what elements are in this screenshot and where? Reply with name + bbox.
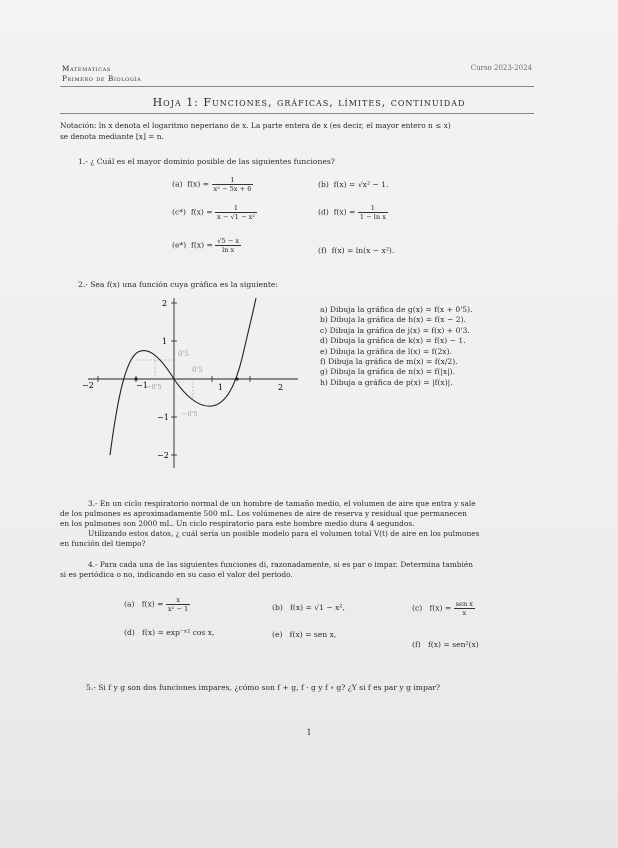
q1-d-label: (d): [318, 207, 329, 217]
handwritten-note-2: 0'5: [192, 366, 203, 374]
q1-f: [318, 246, 394, 255]
course-label: Curso 2023-2024: [470, 64, 532, 72]
header-left: [62, 64, 141, 84]
q4-b-expr: f(x) = √1 − x²,: [290, 603, 345, 612]
q2-item-a: a) Dibuja la gráfica de g(x) = f(x + 0'5).: [320, 305, 473, 314]
q1-d-fraction: [358, 204, 388, 221]
q2-item-h: h) Dibuja a gráfica de p(x) = |f(x)|.: [320, 377, 453, 387]
header-rule-bottom: [60, 113, 534, 114]
q4-c-den: x: [462, 609, 467, 617]
q1-e-den: ln x: [222, 246, 235, 254]
q3-line-3: en los pulmones son 2000 mL. Un ciclo respiratorio para este hombre medio dura 4 segundos.: [60, 519, 415, 528]
q4-f: [412, 640, 479, 649]
y-tick-label-1: 1: [162, 337, 168, 346]
q3-line-1: 3.- En un ciclo respiratorio normal de un hombre de tamaño medio, el volumen de aire que entra y sale: [88, 499, 476, 508]
page-title: Hoja 1: Funciones, gráficas, límites, continuidad: [152, 96, 466, 109]
q2-item-g: g) Dibuja la gráfica de n(x) = f(|x|).: [320, 367, 456, 377]
q4-f-label: (f): [412, 640, 421, 649]
q5-statement: 5.- Si f y g son dos funciones impares, ¿cómo son f + g, f · g y f ∘ g? ¿Y si f es par y g impar?: [86, 683, 441, 692]
notation-line-1: Notación: ln x denota el logaritmo neperiano de x. La parte entera de x (es decir, el mayor entero n ≤ x): [60, 121, 451, 130]
q1-b: [318, 180, 388, 189]
q1-c-lhs: f(x) =: [190, 207, 213, 217]
q3-line-2: de los pulmones es aproximadamente 500 mL. Los volúmenes de aire de reserva y residual que permanecen: [60, 509, 467, 518]
degree-label: Primero de Biología: [62, 74, 142, 83]
q1-c-den: x − √1 − x²: [217, 213, 255, 221]
q4-b: [272, 603, 345, 612]
q4-f-expr: f(x) = sen²(x): [428, 640, 479, 649]
q1-e-num: √5 − x: [217, 237, 240, 245]
notation-paragraph: [60, 121, 560, 142]
handwritten-note-4: −0'5: [182, 410, 198, 418]
x-tick-label-neg1: −1: [136, 381, 148, 390]
q2-item-c: c) Dibuja la gráfica de j(x) = f(x) + 0'3.: [320, 325, 470, 335]
q1-d: [318, 204, 388, 221]
q1-e-label: (e*): [172, 240, 187, 250]
q4-e: [272, 630, 336, 639]
q4-a: [124, 596, 190, 613]
q1-a-label: (a): [172, 179, 183, 189]
root-point-left: [134, 377, 137, 380]
q1-a-fraction: [212, 176, 254, 193]
q1-statement: 1.- ¿ Cuál es el mayor dominio posible de las siguientes funciones?: [78, 157, 335, 166]
q1-d-num: 1: [358, 204, 388, 213]
q1-a-lhs: f(x) =: [187, 179, 210, 189]
q4-d-label: (d): [124, 628, 135, 637]
root-point-right: [235, 377, 238, 380]
q4-a-lhs: f(x) =: [141, 599, 164, 609]
function-graph: [78, 290, 310, 480]
q2-items: [320, 305, 473, 388]
y-tick-label-neg1: −1: [157, 413, 169, 422]
q4-paragraph: [60, 560, 560, 580]
q4-a-den: x² − 1: [167, 605, 189, 613]
q1-f-expr: f(x) = ln(x − x²).: [331, 246, 395, 255]
q1-b-expr: f(x) = √x² − 1.: [333, 180, 389, 189]
q3-paragraph: [60, 499, 560, 549]
q4-c-fraction: [454, 600, 475, 617]
q2-item-e: e) Dibuja la gráfica de l(x) = f(2x).: [320, 346, 452, 356]
q4-c-num: sen x: [455, 600, 474, 608]
notation-line-2: se denota mediante [x] = n.: [60, 131, 164, 141]
q1-c: [172, 204, 257, 221]
q1-e-lhs: f(x) =: [191, 240, 213, 250]
q2-item-b: b) Dibuja la gráfica de h(x) = f(x − 2).: [320, 315, 466, 325]
q4-e-label: (e): [272, 630, 283, 639]
handwritten-note-1: 0'5: [178, 350, 189, 358]
q4-b-label: (b): [272, 603, 283, 612]
handwritten-note-3: −0'5: [146, 383, 162, 391]
function-curve: [110, 298, 256, 455]
q4-line-1: 4.- Para cada una de las siguientes funciones di, razonadamente, si es par o impar. Determina también: [88, 560, 474, 569]
q4-d: [124, 628, 214, 637]
x-tick-label-2: 2: [278, 383, 284, 392]
subject-label: Matemáticas: [62, 64, 111, 73]
y-tick-label-neg2: −2: [157, 451, 169, 460]
q1-c-label: (c*): [172, 207, 186, 217]
page-number: 1: [306, 728, 312, 737]
q1-c-fraction: [215, 204, 257, 221]
q3-line-4: Utilizando estos datos, ¿ cuál sería un posible modelo para el volumen total V(t) de aire en los pulmones: [88, 529, 480, 538]
q4-a-num: x: [166, 596, 190, 605]
q4-a-label: (a): [124, 599, 135, 609]
q2-item-f: f) Dibuja la gráfica de m(x) = f(x/2).: [320, 357, 458, 367]
x-tick-label-neg2: −2: [82, 381, 94, 390]
q1-a-den: x² − 5x + 6: [213, 185, 252, 193]
q4-c-label: (c): [412, 603, 423, 613]
q4-c: [412, 600, 475, 617]
q3-line-5: en función del tiempo?: [60, 539, 146, 548]
x-tick-label-1: 1: [218, 383, 224, 392]
header-rule-top: [60, 86, 534, 87]
q4-c-lhs: f(x) =: [429, 603, 452, 613]
q4-a-fraction: [166, 596, 190, 613]
q4-d-expr: f(x) = exp⁻ˣ² cos x,: [142, 628, 215, 637]
q1-e: [172, 237, 241, 254]
q1-b-label: (b): [318, 180, 329, 189]
q1-a: [172, 176, 253, 193]
q1-a-num: 1: [212, 176, 254, 185]
q1-c-num: 1: [215, 204, 257, 213]
q4-e-expr: f(x) = sen x,: [289, 630, 337, 639]
q4-line-2: si es periódica o no, indicando en su caso el valor del periodo.: [60, 570, 293, 579]
q1-d-lhs: f(x) =: [333, 207, 356, 217]
q1-d-den: 1 − ln x: [359, 213, 386, 221]
q2-statement: 2.- Sea f(x) una función cuya gráfica es la siguiente:: [78, 280, 278, 289]
q2-item-d: d) Dibuja la gráfica de k(x) = f(x) − 1.: [320, 336, 466, 346]
q1-e-fraction: [215, 237, 241, 254]
y-tick-label-2: 2: [162, 299, 168, 308]
q1-f-label: (f): [318, 246, 327, 255]
